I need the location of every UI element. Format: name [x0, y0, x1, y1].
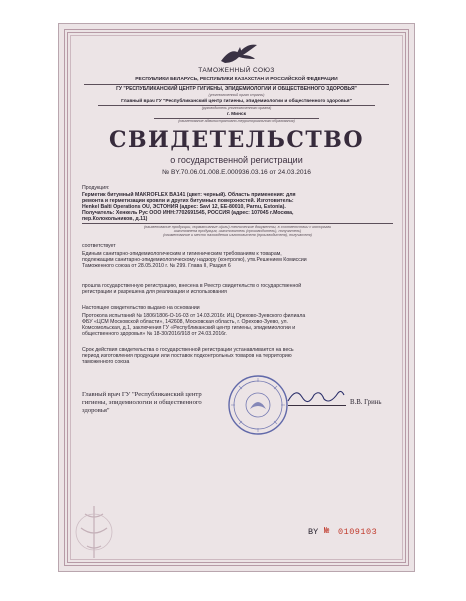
conformity-line: подлежащим санитарно-эпидемиологическому надзору (контролю), утв.Решением Комиссии [82, 257, 307, 263]
signature-line [288, 405, 346, 406]
serial-number: 0109103 [338, 527, 378, 537]
product-line: ремонта и герметизации кровли и других битумных поверхностей. Изготовитель: [82, 198, 294, 204]
certificate-number: № BY.70.06.01.008.Е.000936.03.16 от 24.03.2016 [162, 169, 311, 176]
signatory-name: В.В. Гринь [350, 399, 382, 406]
union-name: ТАМОЖЕННЫЙ СОЮЗ [198, 67, 275, 74]
serial-no-label: № [324, 526, 330, 536]
signatory-title [82, 391, 232, 415]
serial-country: BY [308, 527, 319, 537]
product-line: Герметик битумный MAKROFLEX BA141 (цвет: черный). Область применения: для [82, 192, 296, 198]
document-subtitle: о государственной регистрации [170, 155, 303, 165]
signatory-title-line: здоровья" [82, 407, 110, 414]
city-caption: (наименование административно-территориального образования) [178, 119, 295, 123]
signatory-title-line: Главный врач ГУ "Республиканский центр [82, 391, 202, 398]
signature-icon [286, 385, 346, 407]
product-caption: (наименование продукции, нормативные и(или) технические документы, в соответствии с которыми [143, 225, 332, 229]
product-caption: изготовлена продукция, изготовитель (производитель), получатель) [173, 229, 302, 233]
document-title: СВИДЕТЕЛЬСТВО [108, 127, 365, 153]
basis-line: Протокола испытаний № 1806/1806-О-16-03 от 14.03.2016г. ИЦ Орехово-Зуевского филиала [82, 313, 306, 319]
divider [84, 84, 389, 85]
product-line: пер.Колокольников, д.11) [82, 216, 148, 222]
organization-line: ГУ "РЕСПУБЛИКАНСКИЙ ЦЕНТР ГИГИЕНЫ, ЭПИДЕМИОЛОГИИ И ОБЩЕСТВЕННОГО ЗДОРОВЬЯ" [116, 86, 357, 92]
divider [82, 223, 393, 224]
registration-line: регистрации и разрешена для реализации и использования [82, 289, 227, 295]
conformity-label: соответствует [82, 243, 116, 249]
conformity-line: Таможенного союза от 28.05.2010 г. № 299. Глава II, Раздел 6 [82, 263, 231, 269]
conformity-line: Единым санитарно-эпидемиологическим и гигиеническим требованиям к товарам, [82, 251, 282, 257]
ornament-icon [71, 502, 117, 562]
registration-line: прошла государственную регистрацию, внесена в Реестр свидетельств о государственной [82, 283, 302, 289]
validity-line: Срок действия свидетельства о государственной регистрации устанавливается на весь [82, 347, 294, 353]
signatory-title-line: гигиены, эпидемиологии и общественного [82, 399, 202, 406]
product-label: Продукция: [82, 185, 110, 191]
basis-line: ФБУ «ЦСМ Московской области», 142608, Московская область, г. Орехово-Зуево, ул. [82, 319, 288, 325]
organization-caption: (уполномоченный орган страны) [208, 93, 265, 97]
basis-line: Комсомольская, д.1, заключения ГУ «Республиканский центр гигиены, эпидемиологии и [82, 325, 296, 331]
product-line: Получатель: Хенкель Рус ООО ИНН:7702691545, РОССИЯ (адрес: 107045 г.Москва, [82, 210, 294, 216]
product-caption: (наименование и место нахождения изготовителя (производителя), получателя) [163, 233, 312, 237]
product-line: Henkel Balti Operations OU, ЭСТОНИЯ (адрес: Savi 12, EE-80010, Parnu, Estonia). [82, 204, 286, 210]
certificate-sheet [58, 23, 415, 572]
validity-line: период изготовления продукции или поставок подконтрольных товаров на территорию [82, 353, 292, 359]
chief-caption: (руководитель уполномоченного органа) [201, 106, 272, 110]
chief-line: Главный врач ГУ "Республиканский центр гигиены, эпидемиологии и общественного здоровья" [121, 99, 352, 104]
republics-line: РЕСПУБЛИКИ БЕЛАРУСЬ, РЕСПУБЛИКИ КАЗАХСТАН И РОССИЙСКОЙ ФЕДЕРАЦИИ [135, 77, 338, 82]
basis-line: общественного здоровья» № 18-30/2016/918 от 24.03.2016г. [82, 331, 227, 337]
city: г. Минск [226, 112, 247, 117]
official-stamp-icon [226, 373, 290, 437]
basis-label: Настоящее свидетельство выдано на основании [82, 305, 200, 311]
validity-line: таможенного союза [82, 359, 130, 365]
